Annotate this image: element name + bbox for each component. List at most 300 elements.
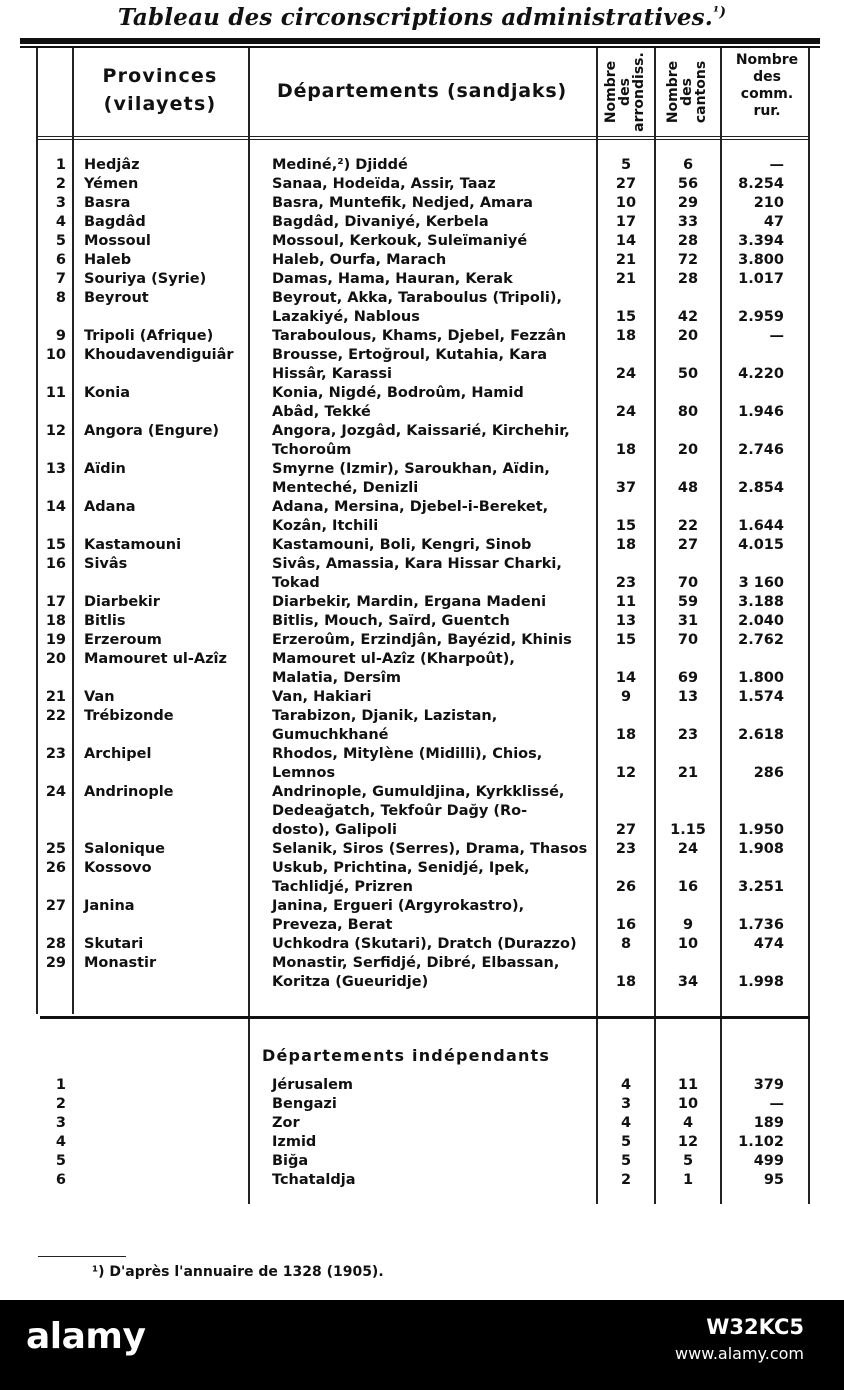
row-number: 26: [45, 860, 66, 876]
departements-line: Haleb, Ourfa, Marach: [272, 252, 447, 268]
cantons-count: 31: [677, 613, 699, 629]
table-row: [0, 745, 844, 783]
row-number: 5: [55, 1153, 66, 1169]
departements-line: Basra, Muntefik, Nedjed, Amara: [272, 195, 533, 211]
communes-count: 499: [753, 1153, 784, 1169]
province-name: Kossovo: [84, 860, 152, 876]
table-row: [0, 707, 844, 745]
header-cantons: [657, 52, 717, 132]
table-row: [0, 327, 844, 346]
communes-count: 2.854: [738, 480, 784, 496]
arrondiss-count: 15: [615, 632, 637, 648]
arrondiss-count: 21: [615, 252, 637, 268]
departements-line: Preveza, Berat: [272, 917, 393, 933]
top-rule-thick: [20, 38, 820, 44]
header-communes: [724, 52, 810, 120]
departements-cell: [272, 707, 594, 745]
departements-cell: [272, 935, 594, 954]
table-row: [0, 783, 844, 840]
departements-line: Van, Hakiari: [272, 689, 372, 705]
communes-count: 1.574: [738, 689, 784, 705]
departement-name: Izmid: [272, 1134, 317, 1150]
departements-line: Uskub, Prichtina, Senidjé, Ipek,: [272, 860, 530, 876]
departements-cell: [272, 688, 594, 707]
section-rule: [40, 1016, 810, 1019]
communes-count: —: [769, 157, 784, 173]
cantons-count: 42: [677, 309, 699, 325]
table-row: [0, 954, 844, 992]
departement-name: Jérusalem: [272, 1077, 354, 1093]
table-row: [0, 384, 844, 422]
province-name: Basra: [84, 195, 131, 211]
cantons-count: 12: [677, 1134, 699, 1150]
departements-cell: [272, 783, 594, 840]
table-row: [0, 213, 844, 232]
table-row: [0, 593, 844, 612]
departements-cell: [272, 232, 594, 251]
row-number: 6: [55, 252, 66, 268]
arrondiss-count: 37: [615, 480, 637, 496]
table-row: [0, 555, 844, 593]
departements-line: Taraboulous, Khams, Djebel, Fezzân: [272, 328, 567, 344]
header-departements: Départements (sandjaks): [277, 80, 567, 102]
departements-line: Brousse, Ertoğroul, Kutahia, Kara: [272, 347, 548, 363]
row-number: 8: [55, 290, 66, 306]
top-rule-thin: [20, 46, 820, 48]
departement-name: Zor: [272, 1115, 300, 1131]
departement-name: Bengazi: [272, 1096, 337, 1112]
arrondiss-count: 23: [615, 575, 637, 591]
row-number: 2: [55, 176, 66, 192]
table-row: [0, 194, 844, 213]
cantons-count: 24: [677, 841, 699, 857]
row-number: 19: [45, 632, 66, 648]
departements-cell: [272, 194, 594, 213]
cantons-count: 23: [677, 727, 699, 743]
header-cantons-text: Nombre des cantons: [665, 60, 709, 124]
arrondiss-count: 12: [615, 765, 637, 781]
departements-cell: [272, 954, 594, 992]
departements-line: Rhodos, Mitylène (Midilli), Chios,: [272, 746, 543, 762]
communes-count: 2.746: [738, 442, 784, 458]
row-number: 1: [55, 157, 66, 173]
communes-count: 2.762: [738, 632, 784, 648]
communes-count: 3 160: [738, 575, 784, 591]
communes-count: 1.017: [738, 271, 784, 287]
header-provinces: [74, 62, 246, 118]
communes-count: 1.946: [738, 404, 784, 420]
departements-line: Abâd, Tekké: [272, 404, 371, 420]
cantons-count: 21: [677, 765, 699, 781]
communes-count: 1.644: [738, 518, 784, 534]
cantons-count: 4: [682, 1115, 694, 1131]
cantons-count: 10: [677, 1096, 699, 1112]
province-name: Erzeroum: [84, 632, 162, 648]
cantons-count: 50: [677, 366, 699, 382]
departements-line: Uchkodra (Skutari), Dratch (Durazzo): [272, 936, 577, 952]
departements-line: Mamouret ul-Azîz (Kharpoût),: [272, 651, 515, 667]
arrondiss-count: 18: [615, 537, 637, 553]
departements-line: Janina, Ergueri (Argyrokastro),: [272, 898, 525, 914]
province-name: Janina: [84, 898, 135, 914]
row-number: 16: [45, 556, 66, 572]
departements-line: Smyrne (Izmir), Saroukhan, Aïdin,: [272, 461, 550, 477]
arrondiss-count: 9: [620, 689, 632, 705]
table-row: [0, 935, 844, 954]
arrondiss-count: 15: [615, 309, 637, 325]
province-name: Mamouret ul-Azîz: [84, 651, 227, 667]
cantons-count: 70: [677, 632, 699, 648]
table-row: [0, 156, 844, 175]
table-row: [0, 346, 844, 384]
province-name: Salonique: [84, 841, 165, 857]
departements-line: Gumuchkhané: [272, 727, 389, 743]
departements-line: Tchoroûm: [272, 442, 352, 458]
table-row: [0, 289, 844, 327]
departements-cell: [272, 859, 594, 897]
arrondiss-count: 23: [615, 841, 637, 857]
departements-line: Hissâr, Karassi: [272, 366, 392, 382]
departements-line: Tarabizon, Djanik, Lazistan,: [272, 708, 498, 724]
arrondiss-count: 3: [620, 1096, 632, 1112]
province-name: Yémen: [84, 176, 139, 192]
cantons-count: 20: [677, 328, 699, 344]
row-number: 11: [45, 385, 66, 401]
province-name: Bagdâd: [84, 214, 146, 230]
province-name: Sivâs: [84, 556, 128, 572]
arrondiss-count: 26: [615, 879, 637, 895]
departements-line: Konia, Nigdé, Bodroûm, Hamid: [272, 385, 524, 401]
departements-cell: [272, 270, 594, 289]
communes-count: 1.998: [738, 974, 784, 990]
arrondiss-count: 16: [615, 917, 637, 933]
table-row: [0, 498, 844, 536]
header-arrondiss-text: Nombre des arrondiss.: [603, 52, 647, 132]
departements-cell: [272, 346, 594, 384]
departements-line: Mossoul, Kerkouk, Suleïmaniyé: [272, 233, 528, 249]
cantons-count: 1: [682, 1172, 694, 1188]
row-number: 7: [55, 271, 66, 287]
arrondiss-count: 18: [615, 974, 637, 990]
departements-line: dosto), Galipoli: [272, 822, 397, 838]
header-rule-2: [38, 139, 810, 140]
arrondiss-count: 4: [620, 1115, 632, 1131]
cantons-count: 80: [677, 404, 699, 420]
cantons-count: 27: [677, 537, 699, 553]
cantons-count: 10: [677, 936, 699, 952]
communes-count: 474: [753, 936, 784, 952]
province-name: Diarbekir: [84, 594, 160, 610]
row-number: 12: [45, 423, 66, 439]
province-name: Kastamouni: [84, 537, 182, 553]
communes-count: 1.950: [738, 822, 784, 838]
departements-line: Mediné,²) Djiddé: [272, 157, 408, 173]
footnote: ¹) D'après l'annuaire de 1328 (1905).: [92, 1264, 384, 1280]
departements-line: Lazakiyé, Nablous: [272, 309, 420, 325]
province-name: Beyrout: [84, 290, 149, 306]
row-number: 28: [45, 936, 66, 952]
province-name: Archipel: [84, 746, 152, 762]
cantons-count: 5: [682, 1153, 694, 1169]
communes-count: 2.618: [738, 727, 784, 743]
arrondiss-count: 10: [615, 195, 637, 211]
cantons-count: 6: [682, 157, 694, 173]
arrondiss-count: 8: [620, 936, 632, 952]
row-number: 18: [45, 613, 66, 629]
communes-count: 8.254: [738, 176, 784, 192]
table-row: [0, 251, 844, 270]
row-number: 14: [45, 499, 66, 515]
departements-cell: [272, 384, 594, 422]
communes-count: 3.251: [738, 879, 784, 895]
arrondiss-count: 14: [615, 233, 637, 249]
departements-cell: [272, 289, 594, 327]
table-row: [0, 650, 844, 688]
header-arrondiss: [599, 52, 651, 132]
row-number: 29: [45, 955, 66, 971]
arrondiss-count: 18: [615, 727, 637, 743]
cantons-count: 59: [677, 594, 699, 610]
departements-line: Monastir, Serfidjé, Dibré, Elbassan,: [272, 955, 560, 971]
arrondiss-count: 5: [620, 157, 632, 173]
table-row: [0, 460, 844, 498]
table-row: [0, 232, 844, 251]
departements-cell: [272, 897, 594, 935]
departements-line: Selanik, Siros (Serres), Drama, Thasos: [272, 841, 588, 857]
departement-name: Biğa: [272, 1153, 309, 1169]
departements-line: Tokad: [272, 575, 320, 591]
province-name: Adana: [84, 499, 136, 515]
departements-cell: [272, 327, 594, 346]
table-row: [0, 859, 844, 897]
communes-count: 1.908: [738, 841, 784, 857]
header-communes-line3: comm.: [740, 86, 794, 102]
header-communes-line4: rur.: [753, 103, 781, 119]
communes-count: 4.220: [738, 366, 784, 382]
communes-count: 4.015: [738, 537, 784, 553]
province-name: Skutari: [84, 936, 144, 952]
arrondiss-count: 18: [615, 328, 637, 344]
watermark-logo: alamy: [26, 1316, 146, 1357]
cantons-count: 28: [677, 271, 699, 287]
independent-heading: Départements indépendants: [262, 1046, 551, 1065]
watermark-image-id: W32KC5: [706, 1315, 804, 1339]
communes-count: 210: [753, 195, 784, 211]
row-number: 4: [55, 1134, 66, 1150]
departements-cell: [272, 175, 594, 194]
title-text: Tableau des circonscriptions administratives.: [117, 4, 714, 31]
communes-count: 1.800: [738, 670, 784, 686]
communes-count: 3.188: [738, 594, 784, 610]
table-row: [0, 175, 844, 194]
province-name: Andrinople: [84, 784, 174, 800]
communes-count: 95: [763, 1172, 784, 1188]
province-name: Van: [84, 689, 115, 705]
table-row: [0, 840, 844, 859]
departements-cell: [272, 745, 594, 783]
departements-line: Bitlis, Mouch, Saïrd, Guentch: [272, 613, 510, 629]
cantons-count: 28: [677, 233, 699, 249]
departements-line: Menteché, Denizli: [272, 480, 419, 496]
departement-name: Tchataldja: [272, 1172, 356, 1188]
arrondiss-count: 2: [620, 1172, 632, 1188]
province-name: Tripoli (Afrique): [84, 328, 214, 344]
cantons-count: 69: [677, 670, 699, 686]
communes-count: —: [769, 328, 784, 344]
arrondiss-count: 5: [620, 1134, 632, 1150]
communes-count: 3.800: [738, 252, 784, 268]
cantons-count: 72: [677, 252, 699, 268]
footnote-rule: [38, 1256, 126, 1257]
cantons-count: 29: [677, 195, 699, 211]
row-number: 20: [45, 651, 66, 667]
departements-line: Damas, Hama, Hauran, Kerak: [272, 271, 513, 287]
departements-line: Malatia, Dersîm: [272, 670, 401, 686]
cantons-count: 11: [677, 1077, 699, 1093]
row-number: 10: [45, 347, 66, 363]
table-row: [0, 270, 844, 289]
departements-line: Koritza (Gueuridje): [272, 974, 429, 990]
province-name: Aïdin: [84, 461, 126, 477]
arrondiss-count: 11: [615, 594, 637, 610]
cantons-count: 33: [677, 214, 699, 230]
arrondiss-count: 27: [615, 822, 637, 838]
communes-count: 189: [753, 1115, 784, 1131]
province-name: Souriya (Syrie): [84, 271, 207, 287]
row-number: 1: [55, 1077, 66, 1093]
row-number: 2: [55, 1096, 66, 1112]
departements-cell: [272, 536, 594, 555]
cantons-count: 34: [677, 974, 699, 990]
departements-line: Lemnos: [272, 765, 336, 781]
communes-count: 1.102: [738, 1134, 784, 1150]
row-number: 17: [45, 594, 66, 610]
communes-count: 1.736: [738, 917, 784, 933]
communes-count: 2.040: [738, 613, 784, 629]
row-number: 25: [45, 841, 66, 857]
row-number: 23: [45, 746, 66, 762]
departements-cell: [272, 555, 594, 593]
cantons-count: 1.15: [670, 822, 706, 838]
cantons-count: 48: [677, 480, 699, 496]
communes-count: 379: [753, 1077, 784, 1093]
departements-cell: [272, 631, 594, 650]
province-name: Trébizonde: [84, 708, 174, 724]
cantons-count: 9: [682, 917, 694, 933]
arrondiss-count: 5: [620, 1153, 632, 1169]
cantons-count: 56: [677, 176, 699, 192]
row-number: 6: [55, 1172, 66, 1188]
row-number: 24: [45, 784, 66, 800]
departements-line: Bagdâd, Divaniyé, Kerbela: [272, 214, 489, 230]
table-row: [0, 631, 844, 650]
cantons-count: 22: [677, 518, 699, 534]
departements-cell: [272, 251, 594, 270]
departements-line: Andrinople, Gumuldjina, Kyrkklissé,: [272, 784, 565, 800]
table-row: [0, 422, 844, 460]
arrondiss-count: 18: [615, 442, 637, 458]
row-number: 27: [45, 898, 66, 914]
departements-cell: [272, 422, 594, 460]
departements-line: Angora, Jozgâd, Kaissarié, Kirchehir,: [272, 423, 570, 439]
province-name: Mossoul: [84, 233, 151, 249]
departements-cell: [272, 498, 594, 536]
row-number: 5: [55, 233, 66, 249]
cantons-count: 20: [677, 442, 699, 458]
departements-line: Kozân, Itchili: [272, 518, 379, 534]
departements-line: Erzeroûm, Erzindjân, Bayézid, Khinis: [272, 632, 572, 648]
arrondiss-count: 24: [615, 404, 637, 420]
departements-line: Sivâs, Amassia, Kara Hissar Charki,: [272, 556, 562, 572]
departements-cell: [272, 593, 594, 612]
communes-count: 286: [753, 765, 784, 781]
table-row: [0, 897, 844, 935]
province-name: Angora (Engure): [84, 423, 220, 439]
watermark-url: www.alamy.com: [675, 1344, 804, 1363]
departements-cell: [272, 156, 594, 175]
table-row: [0, 536, 844, 555]
province-name: Khoudavendiguiâr: [84, 347, 234, 363]
departements-cell: [272, 840, 594, 859]
row-number: 3: [55, 195, 66, 211]
departements-line: Tachlidjé, Prizren: [272, 879, 413, 895]
row-number: 3: [55, 1115, 66, 1131]
cantons-count: 16: [677, 879, 699, 895]
arrondiss-count: 15: [615, 518, 637, 534]
province-name: Haleb: [84, 252, 132, 268]
communes-count: 47: [763, 214, 784, 230]
departements-cell: [272, 612, 594, 631]
departements-line: Dedeağatch, Tekfoûr Dağy (Ro-: [272, 803, 528, 819]
departements-cell: [272, 460, 594, 498]
table-row: [0, 688, 844, 707]
arrondiss-count: 27: [615, 176, 637, 192]
province-name: Monastir: [84, 955, 157, 971]
table-title: [0, 4, 844, 31]
departements-cell: [272, 650, 594, 688]
header-communes-line2: des: [753, 69, 781, 85]
departements-cell: [272, 213, 594, 232]
row-number: 22: [45, 708, 66, 724]
communes-count: 2.959: [738, 309, 784, 325]
header-provinces-line2: (vilayets): [103, 93, 217, 115]
header-rule-1: [38, 136, 810, 137]
row-number: 9: [55, 328, 66, 344]
arrondiss-count: 24: [615, 366, 637, 382]
title-footnote-mark: ¹): [713, 4, 727, 21]
arrondiss-count: 14: [615, 670, 637, 686]
departements-line: Beyrout, Akka, Taraboulus (Tripoli),: [272, 290, 562, 306]
departements-line: Kastamouni, Boli, Kengri, Sinob: [272, 537, 532, 553]
row-number: 13: [45, 461, 66, 477]
arrondiss-count: 13: [615, 613, 637, 629]
header-communes-line1: Nombre: [735, 52, 799, 68]
row-number: 21: [45, 689, 66, 705]
row-number: 15: [45, 537, 66, 553]
departements-line: Sanaa, Hodeïda, Assir, Taaz: [272, 176, 496, 192]
province-name: Konia: [84, 385, 131, 401]
arrondiss-count: 21: [615, 271, 637, 287]
arrondiss-count: 17: [615, 214, 637, 230]
province-name: Hedjâz: [84, 157, 140, 173]
communes-count: —: [769, 1096, 784, 1112]
province-name: Bitlis: [84, 613, 126, 629]
communes-count: 3.394: [738, 233, 784, 249]
row-number: 4: [55, 214, 66, 230]
header-provinces-line1: Provinces: [102, 65, 218, 87]
arrondiss-count: 4: [620, 1077, 632, 1093]
table-row: [0, 612, 844, 631]
